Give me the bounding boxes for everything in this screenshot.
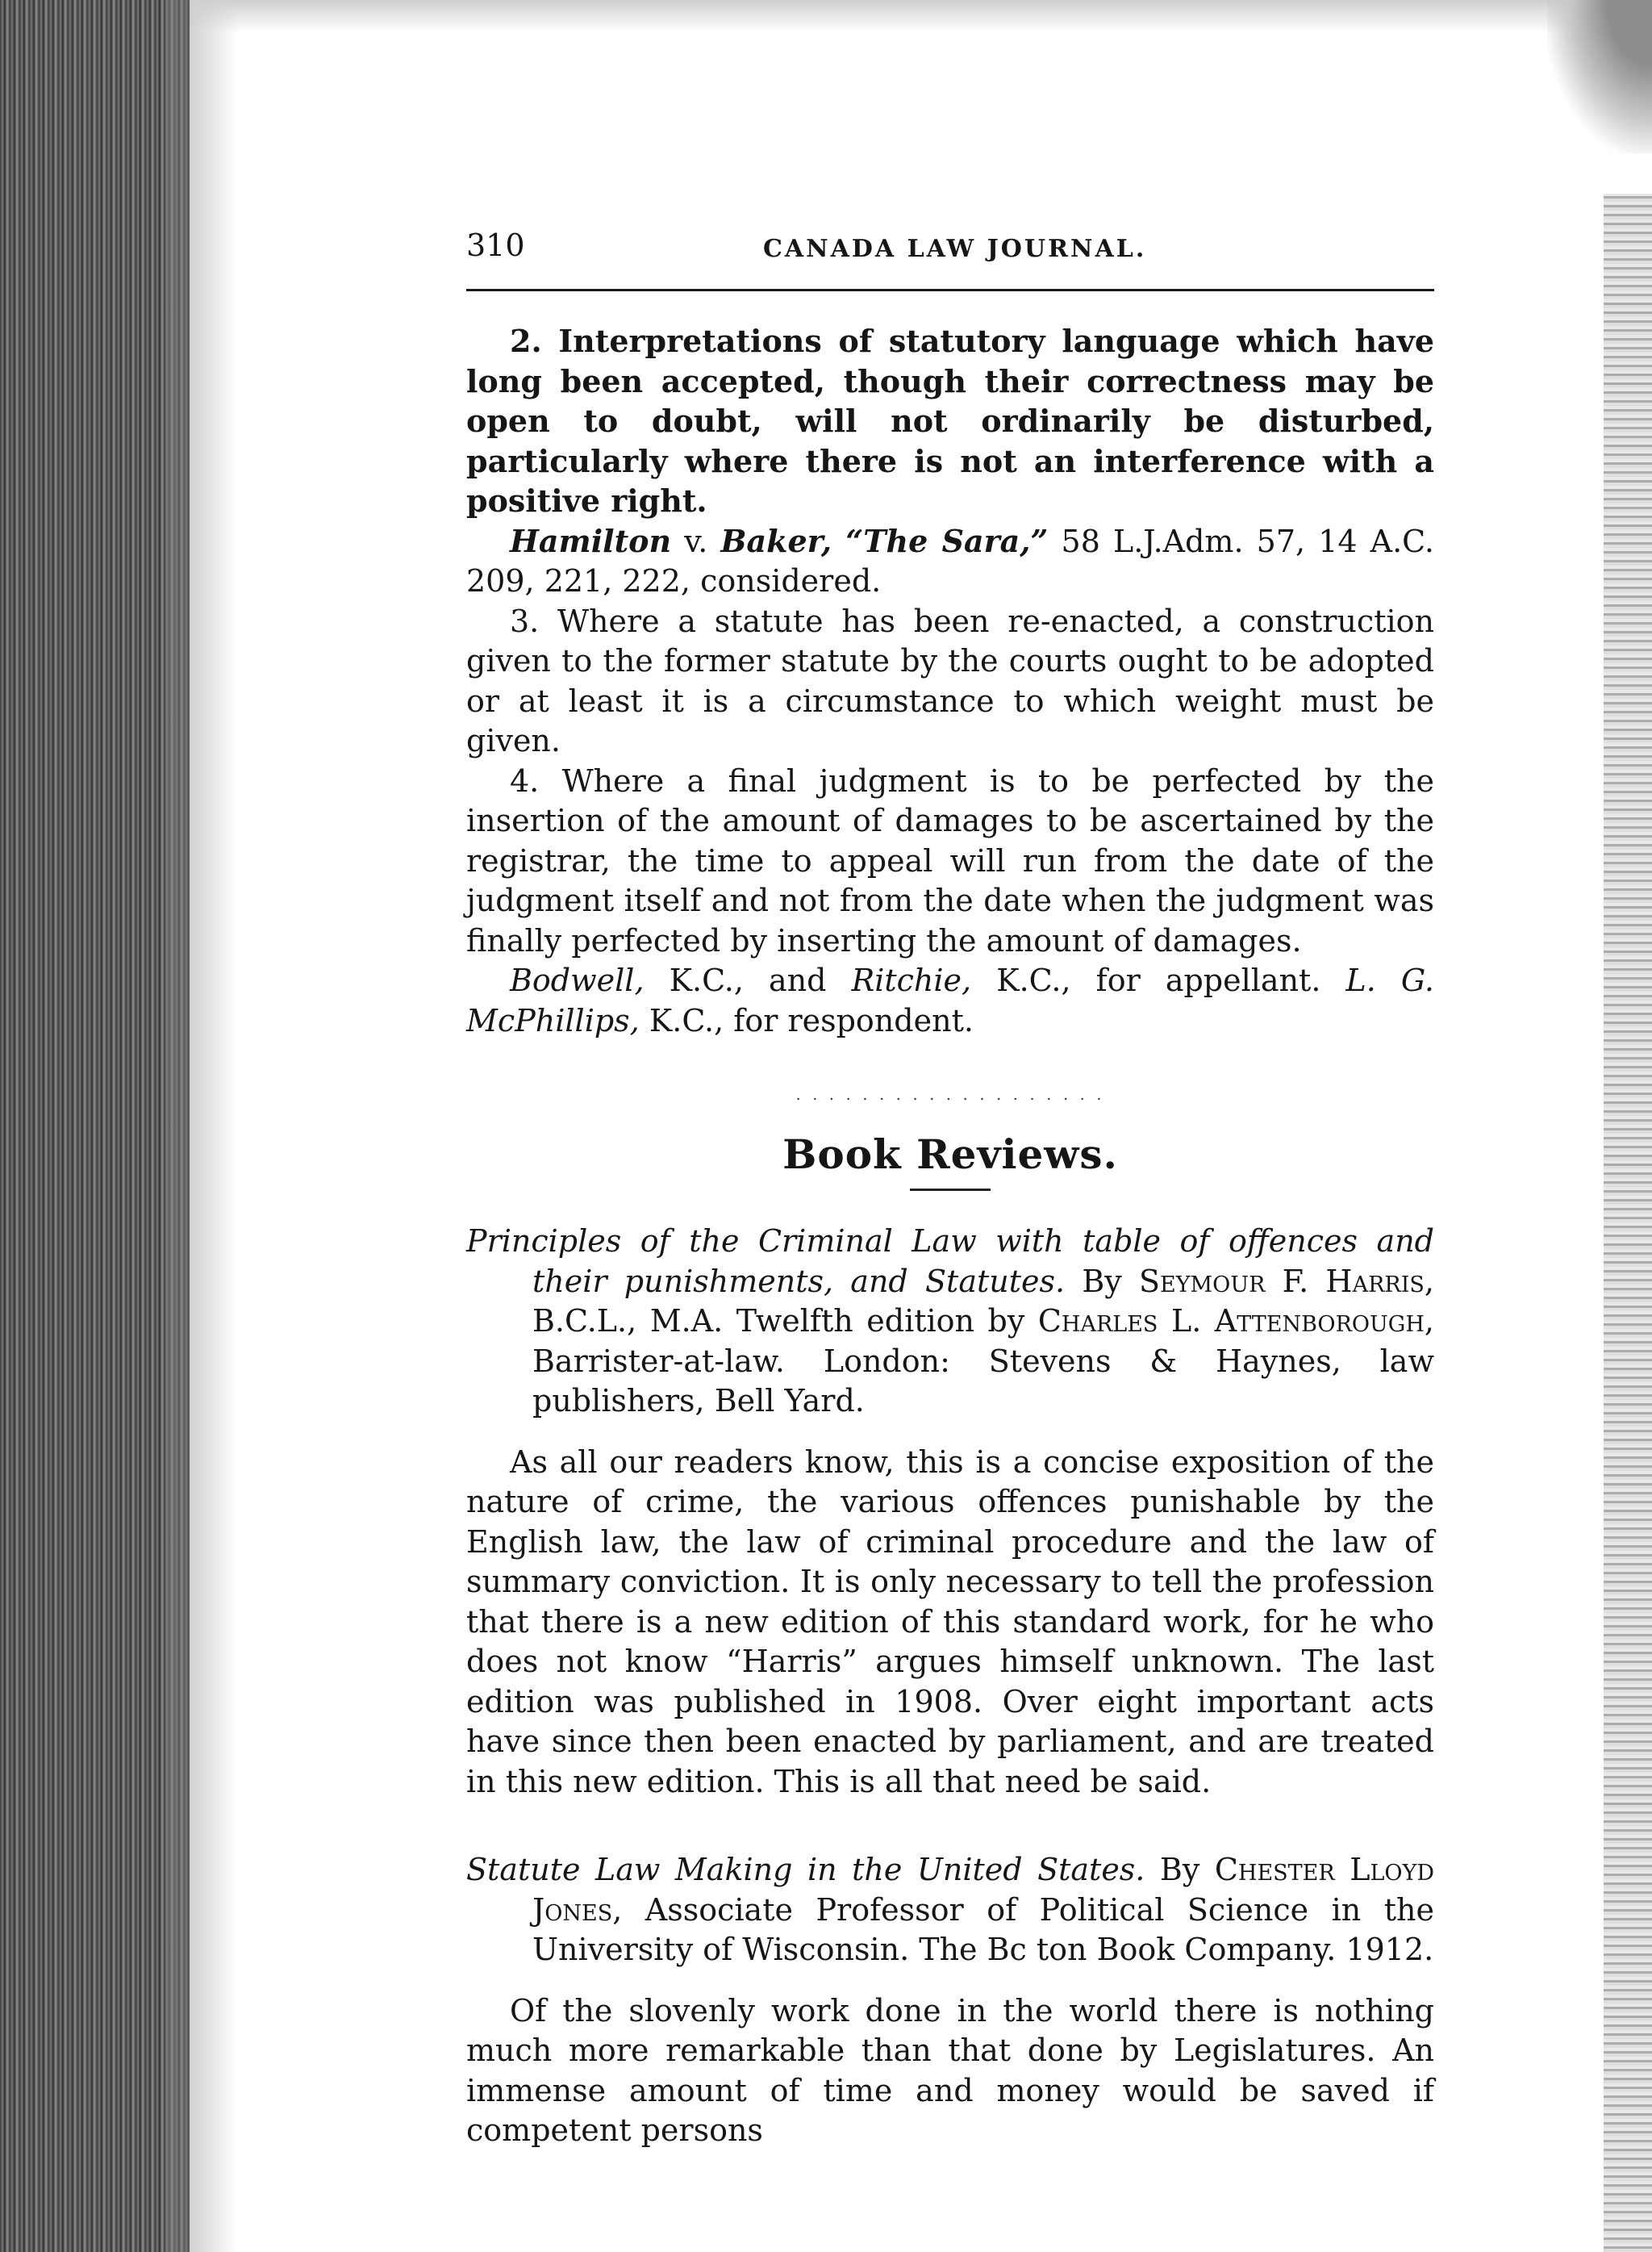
review-2-publisher: , Associate Professor of Political Science in the University of Wisconsin. The Bc ton Book Company. 1912. [532,1891,1434,1967]
section-separator-dots: . . . . . . . . . . . . . . . . . . . [795,1084,1105,1104]
page-number: 310 [466,228,525,263]
case-point-4: 4. Where a final judgment is to be perfected by the insertion of the amount of damages to be ascertained by the registrar, the time to appeal will run from the date of the judgment itself and not from the date when the judgment was finally perfected by inserting the amount of damages. [466,763,1434,959]
review-1-body: As all our readers know, this is a concise exposition of the nature of crime, the various offences punishable by the English law, the law of criminal procedure and the law of summary conviction. It is only necessary to tell the profession that there is a new edition of this standard work, for he who does not know “Harris” argues himself unknown. The last edition was published in 1908. Over eight important acts have since then been enacted by parliament, and are treated in this new edition. This is all that need be said. [466,1444,1434,1799]
running-header [466,218,1434,266]
counsel-line [466,961,1434,1041]
scan-shadow-top [190,0,1652,32]
review-2-book-title: Statute Law Making in the United States. [466,1852,1145,1887]
scan-shadow-left [0,0,190,2252]
section-title: Book Reviews. [782,1130,1118,1178]
journal-title: CANADA LAW JOURNAL. [763,235,1147,263]
review-2-body: Of the slovenly work done in the world there is nothing much more remarkable than that done by Legislatures. An immense amount of time and money would be saved if competent persons [466,1992,1434,2148]
counsel-name-3: L. G. McPhillips, [466,963,1434,1038]
review-1-publisher: , Barrister-at-law. London: Stevens & Haynes, law publishers, Bell Yard. [532,1303,1434,1418]
case-citation [466,521,1434,602]
review-1-book-title: Principles of the Criminal Law with table of offences and their punishments, and Statutes. [466,1223,1434,1299]
citation-reference: 58 L.J.Adm. 57, 14 A.C. 209, 221, 222, considered. [466,523,1434,599]
citation-v: v. [671,523,721,559]
review-1-editor: Charles L. Attenborough [1037,1303,1425,1339]
citation-party-2: Baker, “The Sara,” [720,522,1049,559]
counsel-name-2: Ritchie, [851,963,972,998]
title-rule [910,1189,991,1191]
page-body [466,321,1434,2151]
header-rule [466,289,1434,291]
counsel-text-1: K.C., and [644,963,852,998]
scan-corner [1547,0,1652,153]
page [466,218,1434,2148]
review-2-citation [466,1850,1434,1970]
review-1-by: By [1065,1263,1139,1299]
case-point-2: 2. Interpretations of statutory language which have long been accepted, though their correctness may be open to doubt, will not ordinarily be disturbed, particularly where there is not an interference with a positive right. [466,323,1434,519]
case-point-3: 3. Where a statute has been re-enacted, a construction given to the former statute by the courts ought to be adopted or at least it is a circumstance to which weight must be given. [466,603,1434,758]
review-2-by: By [1145,1852,1215,1887]
review-1-author: Seymour F. Harris [1138,1263,1425,1299]
review-1-author-credentials: , B.C.L., M.A. Twelfth edition by [532,1263,1434,1339]
review-1-citation [466,1222,1434,1422]
counsel-text-3: K.C., for respondent. [639,1002,974,1038]
counsel-name-1: Bodwell, [510,963,645,998]
scan-shadow-right [1604,194,1652,2252]
review-2-author: Chester Lloyd Jones [532,1852,1434,1928]
counsel-text-2: K.C., for appellant. [971,963,1346,998]
citation-party-1: Hamilton [510,522,672,559]
